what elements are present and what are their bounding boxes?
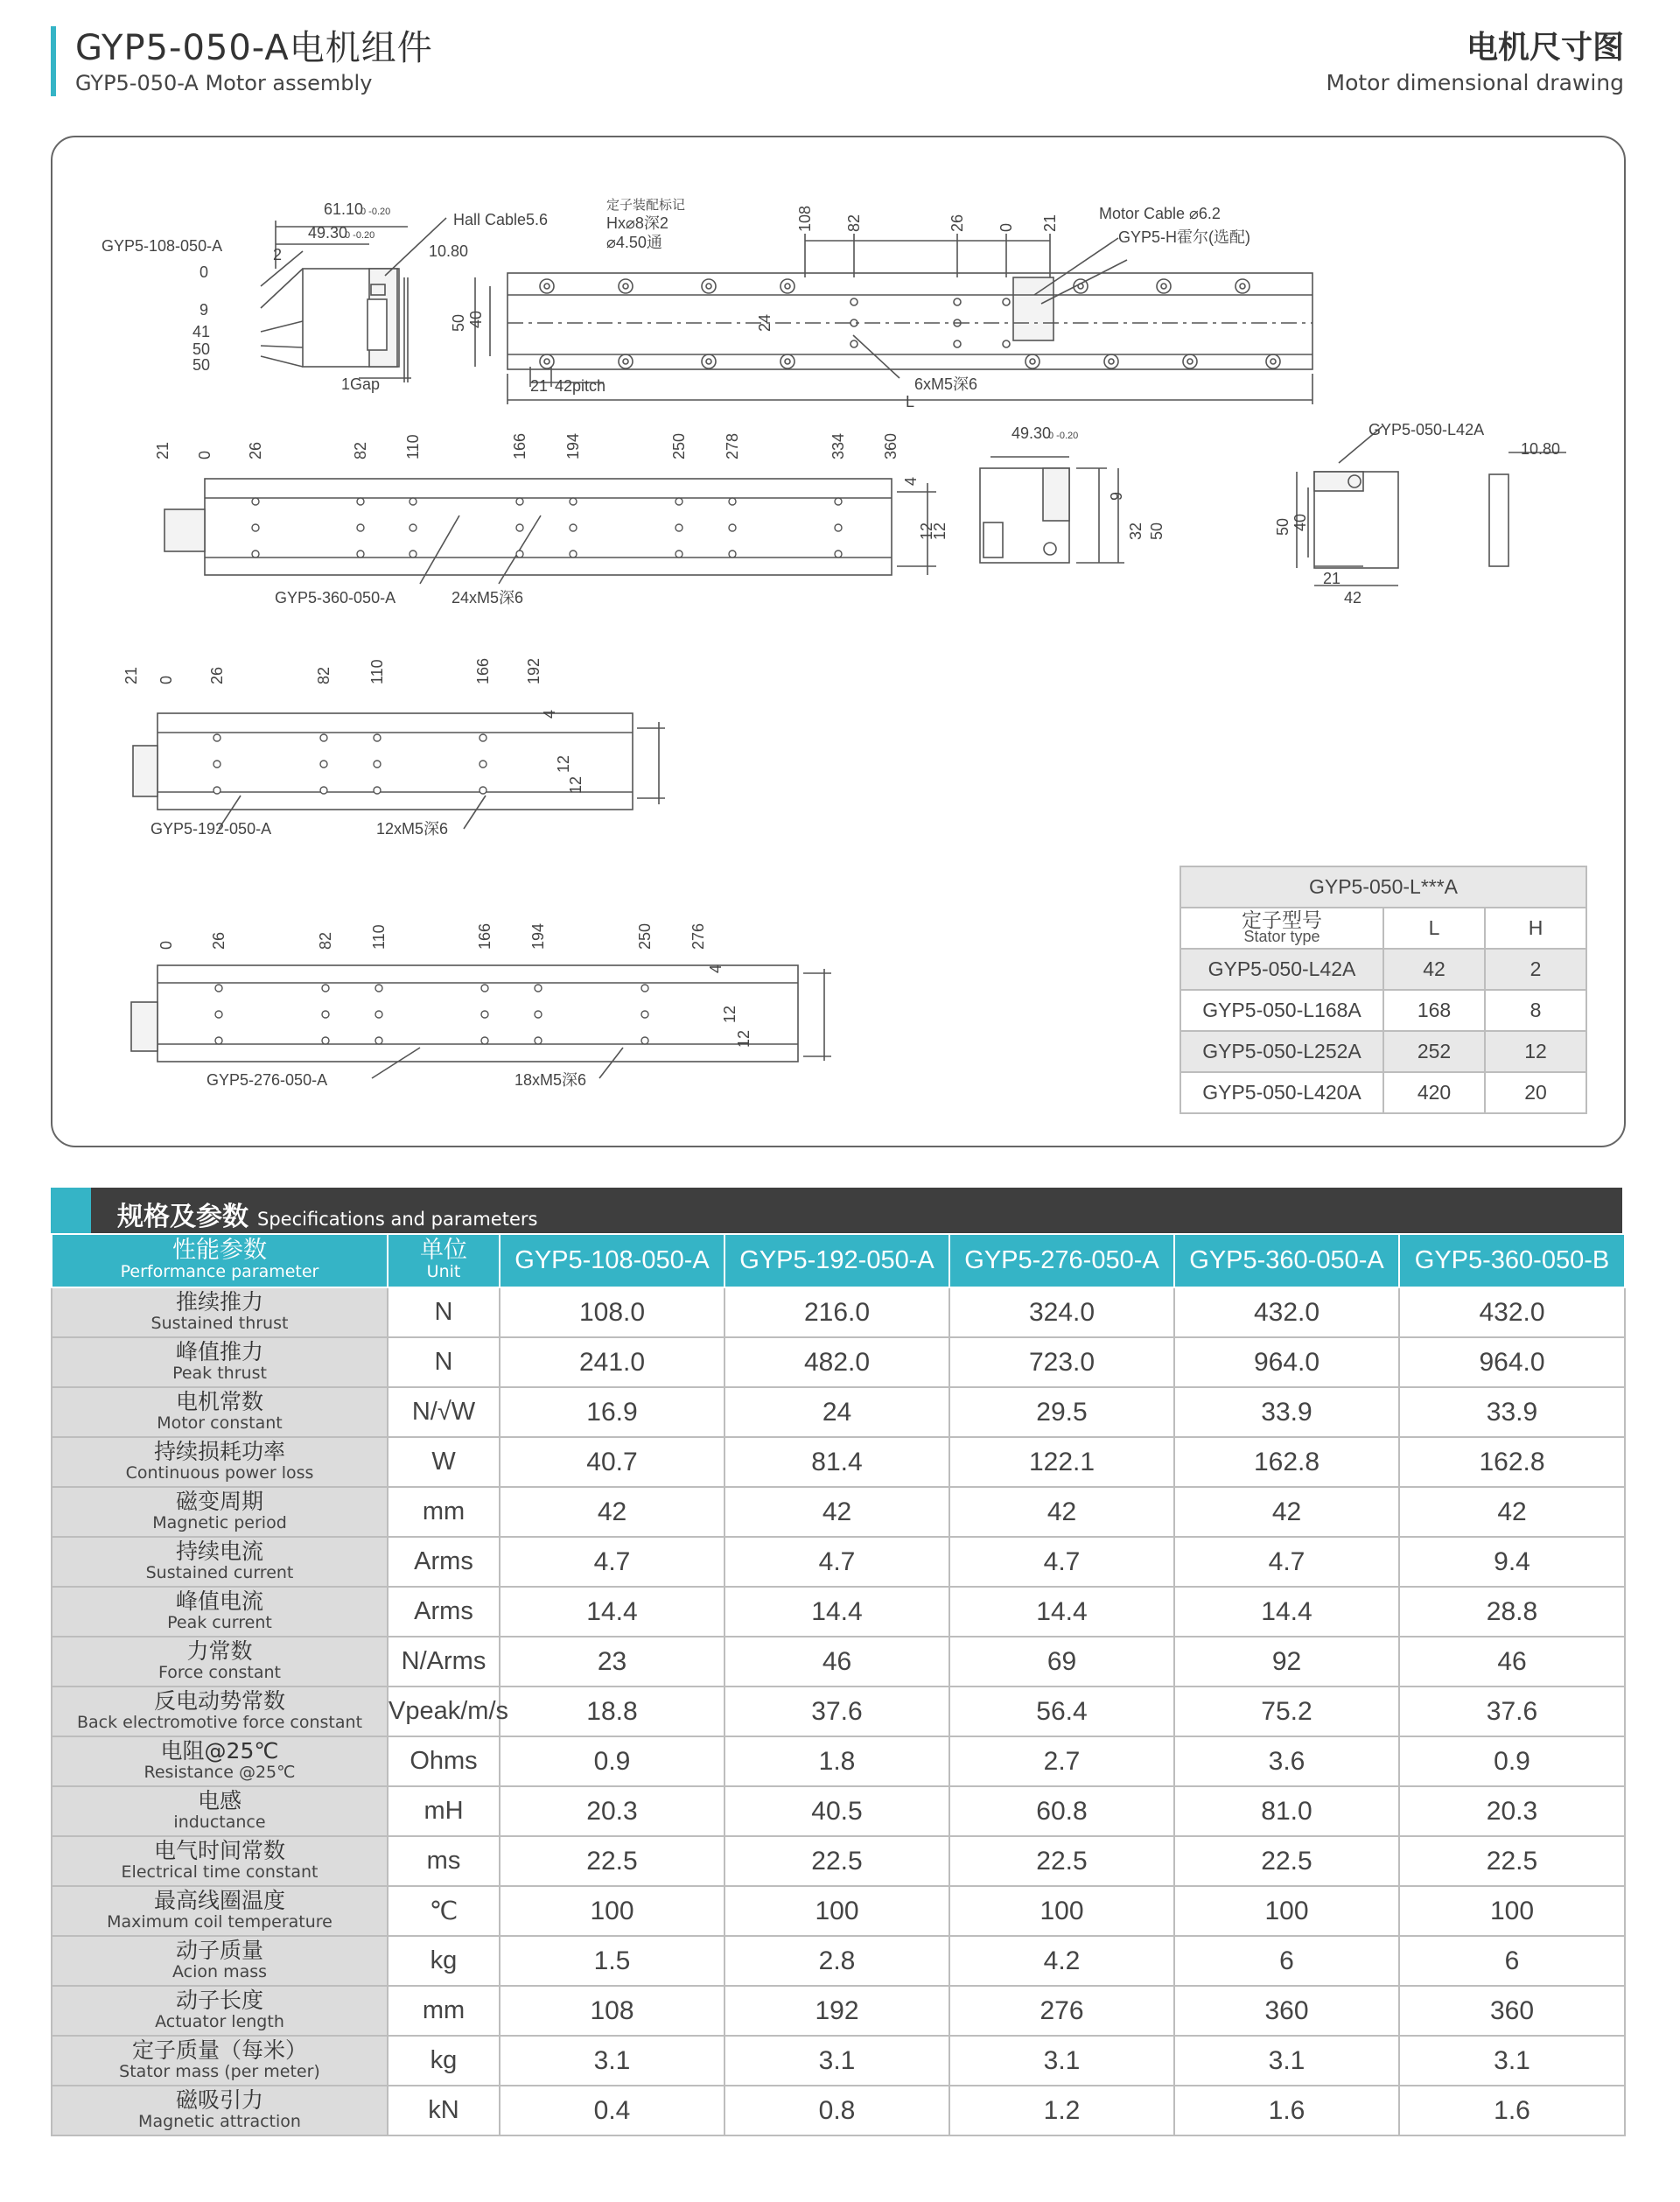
label-hall-option: GYP5-H霍尔(选配) [1118,228,1251,246]
spec-value: 1.2 [949,2086,1174,2135]
label-holes-276: 18xM5深6 [514,1071,587,1089]
spec-param-zh: 力常数 [186,1637,253,1664]
spec-unit: Arms [388,1587,500,1637]
x-tick-82: 82 [845,214,863,232]
x-tick-0: 0 [998,222,1015,232]
spec-unit: N/Arms [388,1637,500,1687]
spec-row [52,1786,1625,1836]
spec-param-zh: 定子质量（每米） [131,2037,307,2063]
y-tick-9: 9 [200,301,209,319]
label-dim-61: 61.10 [324,200,364,218]
spec-unit: Vpeak/m/s [388,1687,500,1736]
spec-value: 100 [949,1886,1174,1936]
tick-360-278: 278 [724,432,741,459]
tick-360-334: 334 [830,432,847,459]
tick-192-110: 110 [368,659,386,684]
tick-192-21: 21 [122,666,140,684]
spec-row [52,1687,1625,1736]
label-side-49: 49.30 [1012,424,1052,442]
spec-param-name [52,1587,388,1637]
y-tick-50a: 50 [192,340,211,358]
spec-param-zh: 持续电流 [175,1538,263,1564]
spec-value: 216.0 [724,1287,949,1337]
spec-param-zh: 峰值推力 [175,1338,263,1364]
label-m5-6: 6xM5深6 [914,375,978,393]
spec-param-name [52,1487,388,1537]
spec-row [52,1936,1625,1986]
spec-row [52,1836,1625,1886]
tick-276-276: 276 [690,922,707,950]
stator-H: 12 [1485,1031,1586,1072]
spec-value: 0.8 [724,2086,949,2135]
stator-H: 20 [1485,1072,1586,1113]
spec-param-name [52,1387,388,1437]
spec-value: 192 [724,1986,949,2036]
label-hall-cable: Hall Cable5.6 [453,211,549,228]
stator-type-table [1180,866,1587,1114]
spec-value: 18.8 [500,1687,724,1736]
spec-value: 60.8 [949,1786,1174,1836]
spec-row [52,1637,1625,1687]
spec-row [52,1437,1625,1487]
stator-type: GYP5-050-L252A [1180,1031,1383,1072]
tolerance-61: 0 -0.20 [360,207,391,217]
spec-value: 75.2 [1174,1687,1399,1736]
stator-row [1180,1072,1586,1113]
label-dim-24: 24 [756,313,774,332]
spec-unit: Ohms [388,1736,500,1786]
spec-value: 14.4 [500,1587,724,1637]
tick-360-82: 82 [352,441,369,459]
spec-param-en: Resistance @25℃ [144,1762,296,1782]
label-dim-40: 40 [467,310,485,328]
label-stator-10-80: 10.80 [1521,440,1561,458]
spec-param-name [52,1786,388,1836]
spec-value: 360 [1174,1986,1399,2036]
stator-side-view [1489,474,1508,566]
y-tick-0: 0 [200,263,209,281]
spec-value: 1.8 [724,1736,949,1786]
tick-276-250: 250 [636,922,654,950]
stator-type: GYP5-050-L168A [1180,990,1383,1031]
spec-param-en: Acion mass [172,1961,268,1981]
spec-param-zh: 电气时间常数 [153,1837,285,1863]
spec-param-en: Force constant [158,1662,282,1682]
label-model-276: GYP5-276-050-A [206,1071,328,1089]
spec-row [52,1537,1625,1587]
spec-value: 0.4 [500,2086,724,2135]
spec-param-en: Magnetic attraction [138,2111,301,2131]
stator-table-head-L: L [1383,908,1485,949]
spec-value: 42 [949,1487,1174,1537]
spec-value: 3.6 [1174,1736,1399,1786]
stator-table-head-type: 定子型号 Stator type [1180,908,1383,949]
label-pitch: 42pitch [555,377,606,395]
head-model-360a: GYP5-360-050-A [1174,1234,1399,1287]
spec-param-en: Electrical time constant [121,1862,318,1882]
tick-192-0: 0 [158,675,175,684]
spec-param-zh: 峰值电流 [175,1588,263,1614]
spec-unit: kN [388,2086,500,2135]
head-unit: 单位 Unit [388,1234,500,1287]
spec-value: 100 [500,1886,724,1936]
spec-row [52,1387,1625,1437]
spec-value: 964.0 [1174,1337,1399,1387]
spec-value: 33.9 [1174,1387,1399,1437]
label-dim-10-80: 10.80 [429,242,469,260]
specs-header-row [52,1234,1625,1287]
stator-H: 2 [1485,949,1586,990]
tick-276-166: 166 [476,922,494,950]
spec-param-en: Maximum coil temperature [107,1911,332,1932]
spec-value: 3.1 [1174,2036,1399,2086]
spec-param-zh: 磁变周期 [175,1488,263,1514]
spec-param-en: Sustained current [145,1562,294,1582]
head-param: 性能参数 Performance parameter [52,1234,388,1287]
spec-value: 360 [1399,1986,1625,2036]
stator-row [1180,990,1586,1031]
spec-param-name [52,1986,388,2036]
spec-row [52,2086,1625,2135]
dim-stator-40: 40 [1292,513,1309,531]
spec-value: 40.7 [500,1437,724,1487]
spec-value: 14.4 [949,1587,1174,1637]
spec-value: 42 [1399,1487,1625,1537]
dim-276-12b: 12 [735,1029,752,1048]
spec-unit: ℃ [388,1886,500,1936]
drawing-title: 电机尺寸图 [1466,30,1624,66]
spec-value: 432.0 [1174,1287,1399,1337]
tick-360-250: 250 [670,432,688,459]
spec-row [52,1886,1625,1936]
dim-stator-42: 42 [1344,589,1362,607]
y-tick-41: 41 [192,323,211,340]
dim-276-12a: 12 [721,1005,738,1023]
tick-276-82: 82 [317,931,334,950]
spec-value: 6 [1399,1936,1625,1986]
spec-value: 16.9 [500,1387,724,1437]
spec-value: 22.5 [1174,1836,1399,1886]
spec-unit: N [388,1337,500,1387]
spec-param-en: Stator mass (per meter) [119,2061,320,2081]
spec-unit: N/√W [388,1387,500,1437]
spec-value: 24 [724,1387,949,1437]
label-dim-21: 21 [530,377,549,395]
label-stator-model: GYP5-050-L42A [1368,421,1485,438]
spec-value: 20.3 [500,1786,724,1836]
spec-param-zh: 推续推力 [175,1288,263,1315]
spec-value: 482.0 [724,1337,949,1387]
label-dim-49: 49.30 [308,224,348,242]
spec-value: 100 [724,1886,949,1936]
spec-param-zh: 电阻@25℃ [160,1737,279,1764]
label-stator-mark: 定子装配标记 [606,198,686,213]
specs-banner [51,1188,1622,1233]
spec-param-en: Continuous power loss [125,1462,314,1483]
dim-276-4: 4 [707,964,724,973]
tick-360-360: 360 [882,432,900,459]
spec-value: 3.1 [949,2036,1174,2086]
tick-360-194: 194 [564,432,582,459]
spec-param-name [52,2036,388,2086]
spec-param-name [52,1337,388,1387]
spec-param-en: Back electromotive force constant [76,1712,363,1732]
spec-value: 1.5 [500,1936,724,1986]
spec-unit: mH [388,1786,500,1836]
spec-row [52,1736,1625,1786]
dim-192-4: 4 [541,709,558,719]
spec-unit: N [388,1287,500,1337]
spec-value: 723.0 [949,1337,1174,1387]
label-length-L: L [906,393,915,410]
spec-value: 20.3 [1399,1786,1625,1836]
spec-param-zh: 最高线圈温度 [153,1887,285,1913]
spec-value: 14.4 [1174,1587,1399,1637]
spec-value: 33.9 [1399,1387,1625,1437]
x-tick-21: 21 [1041,214,1059,232]
spec-value: 0.9 [1399,1736,1625,1786]
spec-param-zh: 动子质量 [175,1937,263,1963]
spec-value: 23 [500,1637,724,1687]
spec-param-zh: 反电动势常数 [153,1687,285,1714]
spec-value: 28.8 [1399,1587,1625,1637]
spec-value: 46 [724,1637,949,1687]
specs-title: 规格及参数 Specifications and parameters [117,1202,538,1232]
spec-value: 4.7 [949,1537,1174,1587]
head-model-360b: GYP5-360-050-B [1399,1234,1625,1287]
spec-unit: mm [388,1487,500,1537]
spec-value: 162.8 [1399,1437,1625,1487]
spec-value: 4.2 [949,1936,1174,1986]
mover-276-plan [158,965,798,1062]
spec-value: 22.5 [1399,1836,1625,1886]
spec-value: 108.0 [500,1287,724,1337]
label-hole-through: ⌀4.50通 [606,234,662,251]
tolerance-side: 0 -0.20 [1048,431,1079,441]
stator-L: 168 [1383,990,1485,1031]
stator-table-caption: GYP5-050-L***A [1180,866,1586,908]
stator-L: 252 [1383,1031,1485,1072]
spec-value: 14.4 [724,1587,949,1637]
tick-192-166: 166 [474,657,492,684]
dimensional-drawing-panel [51,136,1626,1147]
spec-value: 162.8 [1174,1437,1399,1487]
spec-param-name [52,1936,388,1986]
dim-stator-50: 50 [1274,517,1292,536]
y-tick-50b: 50 [192,356,211,374]
spec-unit: kg [388,2036,500,2086]
spec-value: 324.0 [949,1287,1174,1337]
spec-value: 432.0 [1399,1287,1625,1337]
label-model-360: GYP5-360-050-A [275,589,396,607]
spec-value: 1.6 [1399,2086,1625,2135]
tick-192-26: 26 [208,666,226,684]
spec-value: 22.5 [500,1836,724,1886]
tick-360-26: 26 [247,441,264,459]
spec-unit: W [388,1437,500,1487]
spec-value: 37.6 [724,1687,949,1736]
dim-360-4: 4 [902,476,920,486]
page-header [51,26,433,96]
page-title: GYP5-050-A电机组件 [75,28,433,68]
spec-value: 100 [1174,1886,1399,1936]
dim-side-9: 9 [1108,491,1125,501]
dim-side-32: 32 [1127,522,1144,540]
spec-value: 100 [1399,1886,1625,1936]
stator-table-head-H: H [1485,908,1586,949]
stator-L: 420 [1383,1072,1485,1113]
spec-row [52,2036,1625,2086]
label-holes-360: 24xM5深6 [452,589,524,607]
spec-value: 92 [1174,1637,1399,1687]
spec-param-en: Peak thrust [172,1363,267,1383]
spec-param-en: Magnetic period [152,1512,287,1532]
spec-row [52,1487,1625,1537]
page-subtitle: GYP5-050-A Motor assembly [75,71,373,95]
spec-param-name [52,1637,388,1687]
spec-value: 22.5 [949,1836,1174,1886]
spec-value: 81.0 [1174,1786,1399,1836]
label-model-192: GYP5-192-050-A [150,820,272,838]
spec-value: 9.4 [1399,1537,1625,1587]
dim-side-50: 50 [1148,522,1166,540]
spec-value: 42 [1174,1487,1399,1537]
spec-value: 22.5 [724,1836,949,1886]
stator-H: 8 [1485,990,1586,1031]
spec-param-zh: 磁吸引力 [175,2086,263,2113]
spec-row [52,1587,1625,1637]
spec-value: 2.7 [949,1736,1174,1786]
dim-192-12a: 12 [555,754,572,773]
tick-276-110: 110 [370,924,388,950]
dim-stator-21: 21 [1323,570,1341,587]
label-hole-h: Hx⌀8深2 [606,214,668,232]
x-tick-108: 108 [796,205,814,232]
spec-param-zh: 电机常数 [175,1388,263,1414]
spec-value: 4.7 [724,1537,949,1587]
tick-192-82: 82 [315,666,332,684]
spec-param-zh: 电感 [197,1787,242,1813]
spec-param-en: Peak current [167,1612,272,1632]
x-tick-26: 26 [948,214,966,232]
spec-value: 964.0 [1399,1337,1625,1387]
dim-360-12a: 12 [918,522,935,540]
spec-value: 56.4 [949,1687,1174,1736]
spec-value: 6 [1174,1936,1399,1986]
tick-360-110: 110 [404,434,422,459]
spec-param-name [52,2086,388,2135]
spec-value: 37.6 [1399,1687,1625,1736]
spec-param-name [52,1537,388,1587]
spec-value: 241.0 [500,1337,724,1387]
stator-type: GYP5-050-L420A [1180,1072,1383,1113]
spec-unit: mm [388,1986,500,2036]
spec-value: 4.7 [1174,1537,1399,1587]
spec-param-name [52,1287,388,1337]
spec-value: 122.1 [949,1437,1174,1487]
spec-unit: ms [388,1836,500,1886]
spec-param-name [52,1836,388,1886]
spec-value: 4.7 [500,1537,724,1587]
label-holes-192: 12xM5深6 [376,820,449,838]
section-header [1326,26,1624,96]
drawing-subtitle: Motor dimensional drawing [1326,70,1624,95]
spec-value: 46 [1399,1637,1625,1687]
spec-value: 276 [949,1986,1174,2036]
spec-value: 69 [949,1637,1174,1687]
spec-value: 3.1 [1399,2036,1625,2086]
tick-360-0: 0 [196,450,214,459]
specs-table [51,1233,1626,2136]
spec-param-zh: 动子长度 [175,1987,263,2013]
spec-param-en: Motor constant [157,1413,283,1433]
tick-276-0: 0 [158,940,175,950]
spec-param-en: Sustained thrust [150,1313,289,1333]
tick-276-194: 194 [529,922,547,950]
tick-276-26: 26 [210,931,228,950]
spec-row [52,1337,1625,1387]
spec-param-name [52,1886,388,1936]
spec-param-en: inductance [173,1812,266,1832]
spec-value: 2.8 [724,1936,949,1986]
stator-L: 42 [1383,949,1485,990]
spec-param-zh: 持续损耗功率 [153,1438,285,1464]
spec-value: 40.5 [724,1786,949,1836]
tick-360-166: 166 [511,432,528,459]
spec-value: 81.4 [724,1437,949,1487]
tolerance-49: 0 -0.20 [345,230,375,241]
spec-unit: Arms [388,1537,500,1587]
spec-value: 108 [500,1986,724,2036]
stator-type: GYP5-050-L42A [1180,949,1383,990]
spec-value: 29.5 [949,1387,1174,1437]
head-model-192: GYP5-192-050-A [724,1234,949,1287]
spec-param-en: Actuator length [155,2011,284,2031]
dim-360-12b: 12 [931,522,948,540]
spec-value: 0.9 [500,1736,724,1786]
spec-param-name [52,1687,388,1736]
spec-param-name [52,1437,388,1487]
spec-param-name [52,1736,388,1786]
spec-row [52,1986,1625,2036]
label-gap: 1Gap [341,375,381,393]
head-model-108: GYP5-108-050-A [500,1234,724,1287]
spec-value: 1.6 [1174,2086,1399,2135]
stator-row [1180,1031,1586,1072]
label-dim-50: 50 [450,313,467,332]
spec-value: 3.1 [500,2036,724,2086]
tick-192-192: 192 [525,657,542,684]
banner-accent [51,1188,91,1233]
spec-unit: kg [388,1936,500,1986]
spec-value: 42 [724,1487,949,1537]
spec-row [52,1287,1625,1337]
dim-192-12b: 12 [567,775,584,794]
label-model-108: GYP5-108-050-A [102,237,223,255]
mover-360-plan [205,479,892,575]
label-motor-cable: Motor Cable ⌀6.2 [1099,205,1221,222]
spec-value: 42 [500,1487,724,1537]
spec-value: 3.1 [724,2036,949,2086]
stator-row [1180,949,1586,990]
head-model-276: GYP5-276-050-A [949,1234,1174,1287]
tick-360-21: 21 [154,441,172,459]
label-dim-2: 2 [273,246,283,263]
